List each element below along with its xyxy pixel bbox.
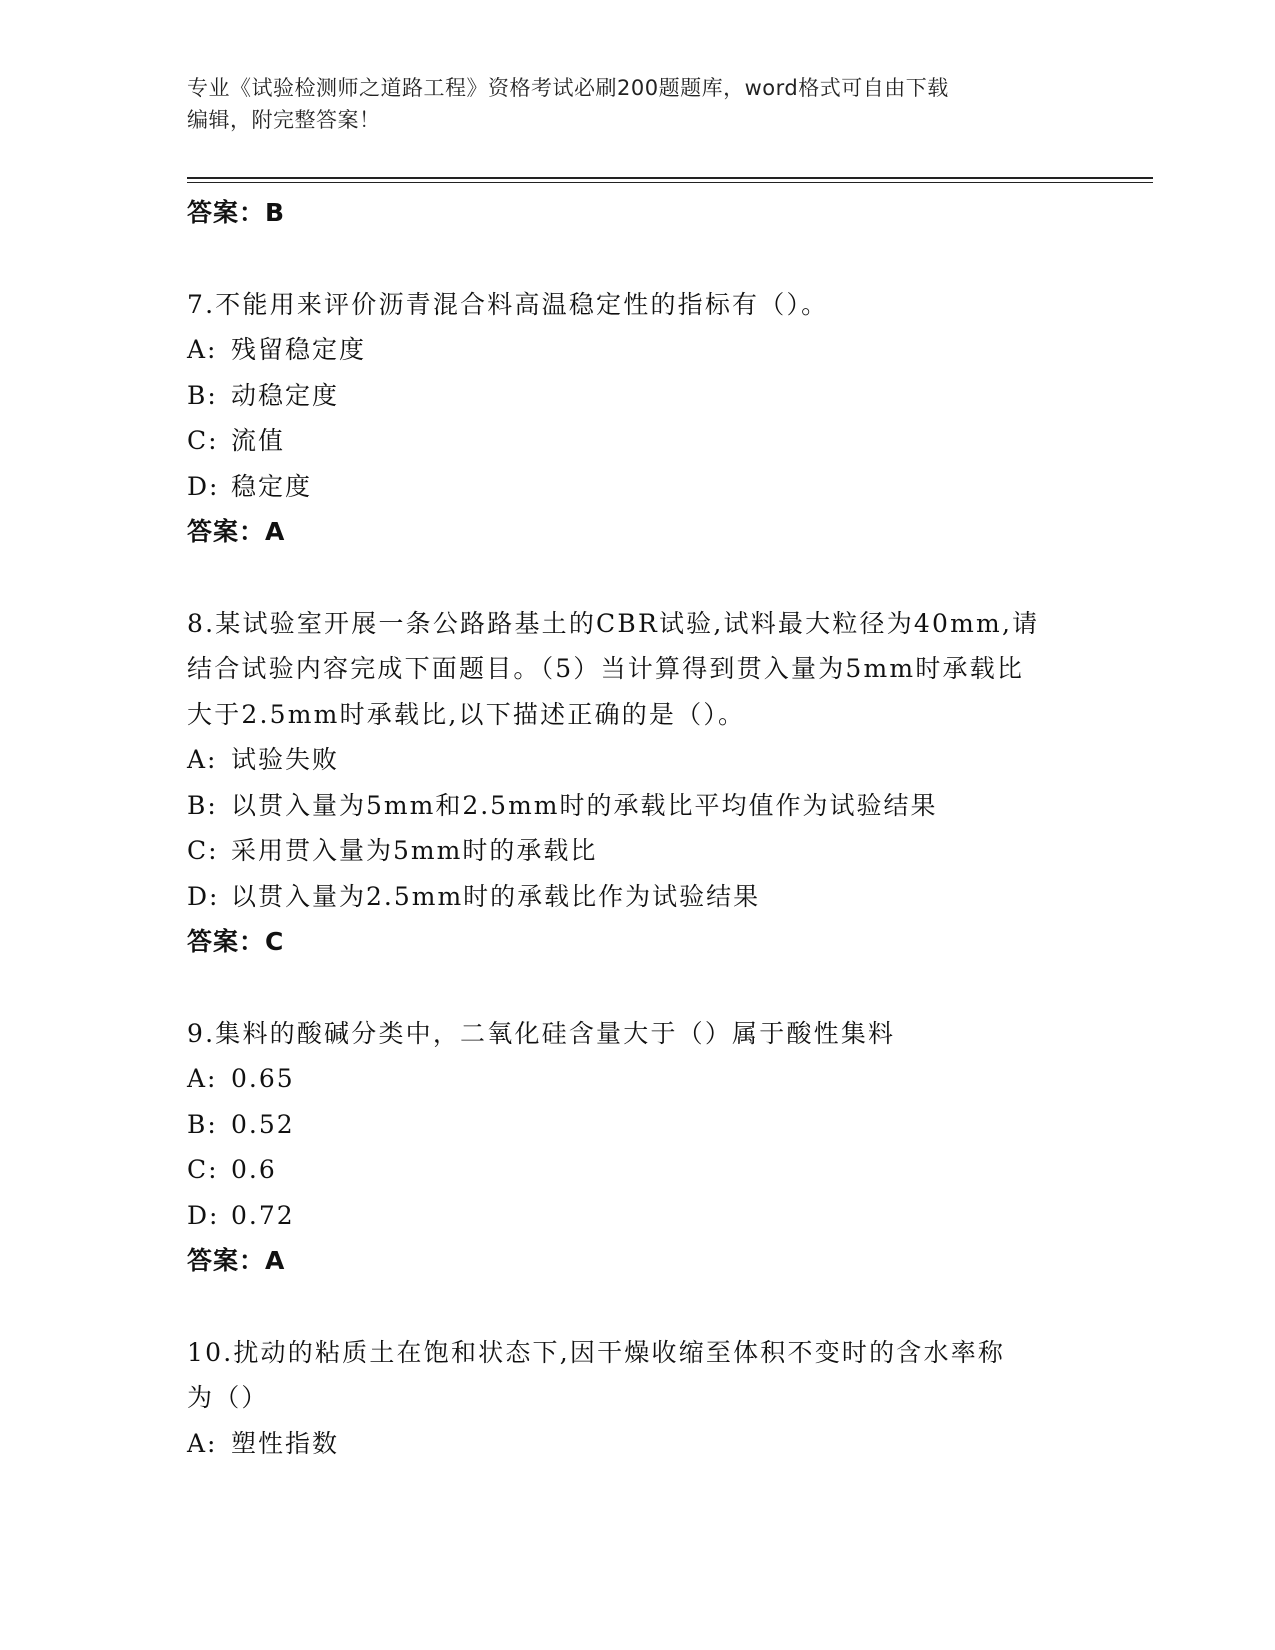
option-d: [187, 874, 1087, 920]
question-line: 9.集料的酸碱分类中，二氧化硅含量大于（）属于酸性集料: [187, 1018, 896, 1048]
option-c: [187, 828, 1087, 874]
spacer: [187, 236, 1087, 282]
option-text: 动稳定度: [231, 380, 340, 410]
option-letter: D:: [187, 471, 220, 501]
option-letter: C:: [187, 836, 219, 865]
question-line: 7.不能用来评价沥青混合料高温稳定性的指标有（）。: [187, 289, 829, 319]
spacer: [187, 1284, 1087, 1330]
question-block: [187, 1330, 1087, 1467]
header-rule-thin: [187, 182, 1153, 183]
option-text: 稳定度: [231, 471, 313, 501]
option-d: [187, 1193, 1087, 1239]
question-block: [187, 601, 1087, 965]
option-text: 0.6: [231, 1155, 277, 1184]
option-letter: D:: [187, 1200, 220, 1230]
answer-line: 答案：C: [187, 927, 285, 956]
option-letter: C:: [187, 1155, 219, 1184]
option-text: 0.72: [231, 1200, 295, 1230]
question-line: 大于2.5mm时承载比,以下描述正确的是（）。: [187, 699, 746, 729]
question-line: 为（）: [187, 1383, 269, 1412]
question-text: [187, 282, 1087, 328]
header-line-1: 专业《试验检测师之道路工程》资格考试必刷200题题库，word格式可自由下载: [187, 76, 949, 100]
option-a: [187, 1421, 1087, 1467]
option-letter: D:: [187, 881, 220, 911]
option-c: [187, 418, 1087, 464]
page-header: [187, 72, 1087, 136]
option-text: 采用贯入量为5mm时的承载比: [231, 836, 598, 865]
option-text: 流值: [231, 426, 286, 455]
option-letter: A:: [187, 745, 218, 774]
option-text: 试验失败: [231, 745, 340, 774]
option-text: 0.65: [231, 1064, 295, 1093]
question-line: 结合试验内容完成下面题目。（5）当计算得到贯入量为5mm时承载比: [187, 654, 1025, 683]
option-letter: A:: [187, 335, 218, 364]
option-a: [187, 1056, 1087, 1102]
question-block: [187, 1011, 1087, 1284]
option-text: 塑性指数: [231, 1428, 340, 1458]
question-text: [187, 1330, 1087, 1421]
question-block: [187, 282, 1087, 555]
option-a: [187, 737, 1087, 783]
option-a: [187, 327, 1087, 373]
option-text: 以贯入量为5mm和2.5mm时的承载比平均值作为试验结果: [231, 790, 938, 820]
question-line: 8.某试验室开展一条公路路基土的CBR试验,试料最大粒径为40mm,请: [187, 608, 1040, 638]
option-letter: C:: [187, 426, 219, 455]
option-c: [187, 1147, 1087, 1193]
spacer: [187, 965, 1087, 1011]
option-text: 以贯入量为2.5mm时的承载比作为试验结果: [231, 881, 761, 911]
option-text: 残留稳定度: [231, 335, 367, 364]
answer-line: 答案：A: [187, 517, 286, 546]
option-letter: B:: [187, 1109, 218, 1139]
option-letter: B:: [187, 380, 218, 410]
header-line-2: 编辑，附完整答案！: [187, 108, 381, 132]
header-rule-thick: [187, 177, 1153, 179]
option-b: [187, 1102, 1087, 1148]
option-letter: A:: [187, 1064, 218, 1093]
spacer: [187, 555, 1087, 601]
question-list: [187, 190, 1087, 1466]
question-line: 10.扰动的粘质土在饱和状态下,因干燥收缩至体积不变时的含水率称: [187, 1337, 1006, 1367]
option-letter: A:: [187, 1428, 218, 1458]
answer-line: 答案：A: [187, 1246, 286, 1275]
question-text: [187, 1011, 1087, 1057]
option-letter: B:: [187, 790, 218, 820]
question-text: [187, 601, 1087, 738]
option-text: 0.52: [231, 1109, 295, 1139]
option-b: [187, 783, 1087, 829]
option-b: [187, 373, 1087, 419]
answer-line: 答案：B: [187, 198, 286, 227]
option-d: [187, 464, 1087, 510]
